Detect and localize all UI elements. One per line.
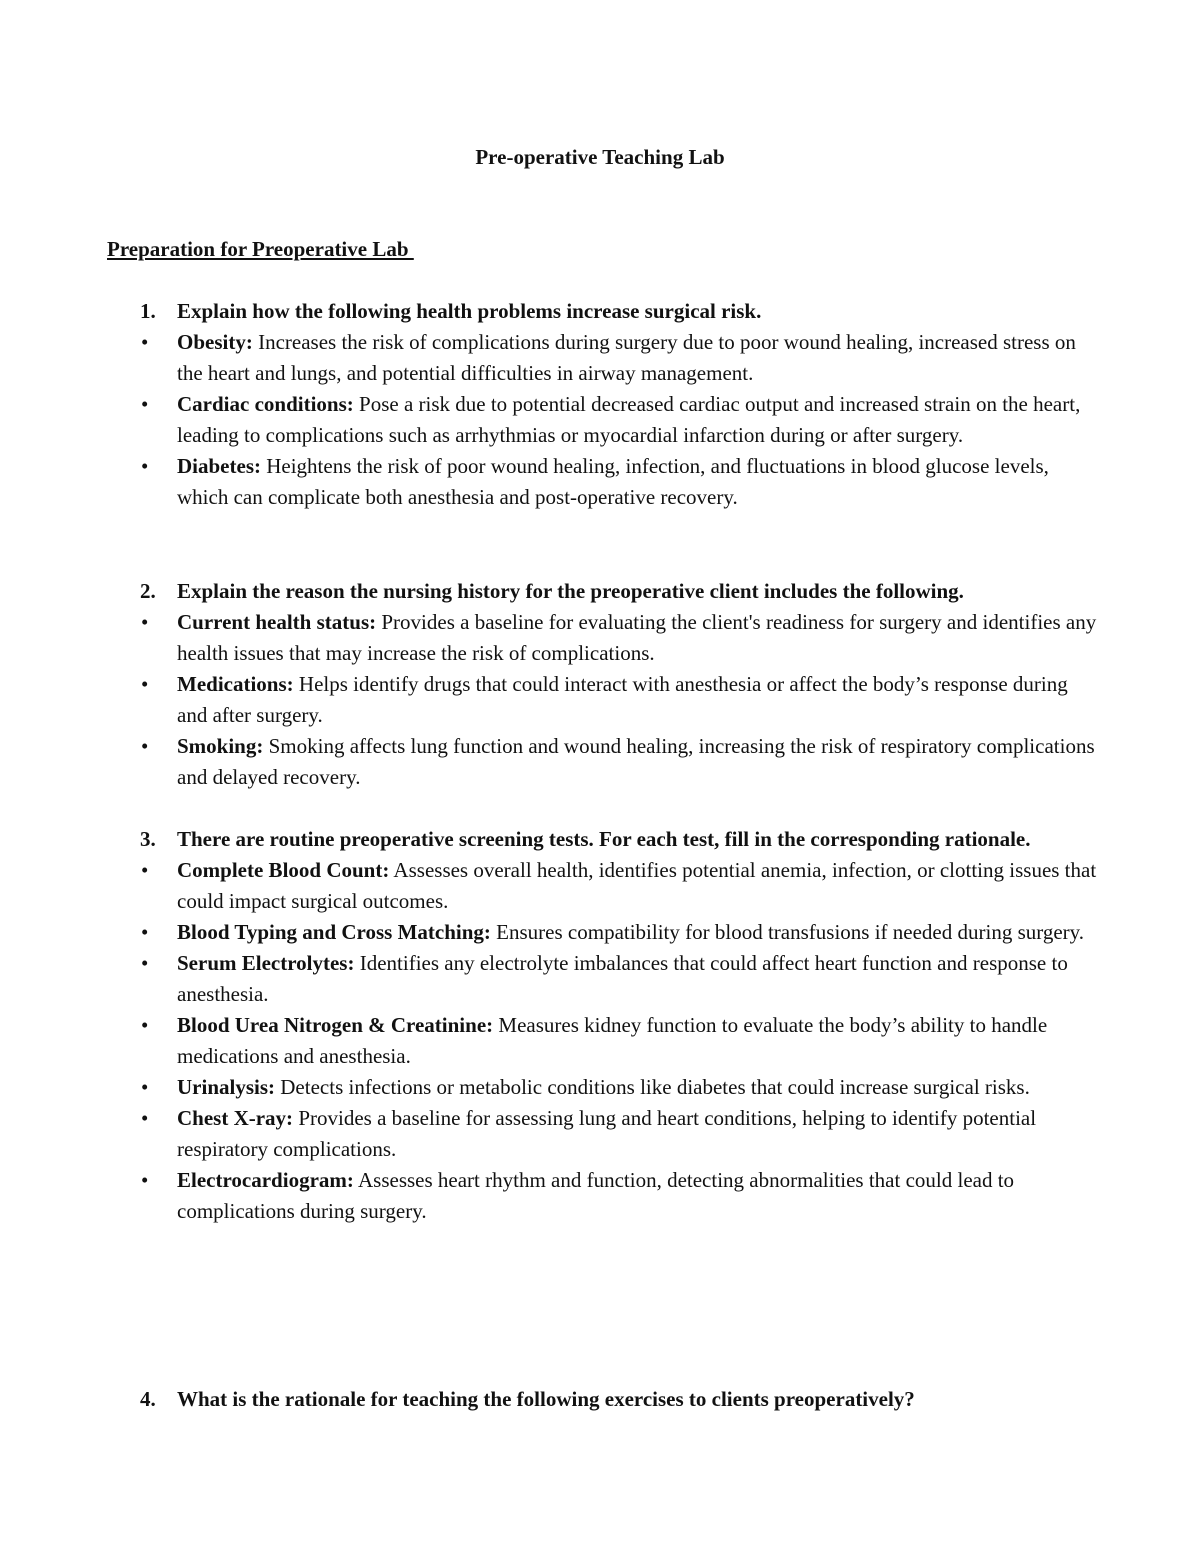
bullet-icon: • [141, 330, 149, 354]
item-text: Provides a baseline for assessing lung and heart conditions, helping to identify potential respiratory complications. [177, 1106, 1037, 1161]
item-text: Pose a risk due to potential decreased cardiac output and increased strain on the heart, leading to complications such as arrhythmias or myocardial infarction during or after surgery. [177, 392, 1081, 447]
answer-list [0, 855, 1100, 1227]
question-text [0, 824, 1057, 855]
item-term: Smoking: [177, 734, 264, 758]
bullet-icon: • [141, 920, 149, 944]
item-text: Ensures compatibility for blood transfusions if needed during surgery. [490, 920, 1085, 944]
list-item [0, 1010, 1097, 1072]
bullet-icon: • [141, 392, 149, 416]
list-item [0, 1165, 1097, 1227]
item-term: Serum Electrolytes: [177, 951, 355, 975]
list-item [0, 389, 1097, 451]
list-item [0, 948, 1097, 1010]
list-item [0, 607, 1097, 669]
question-1 [0, 296, 1100, 513]
item-text: Provides a baseline for evaluating the client's readiness for surgery and identifies any health issues that may increase the risk of complications. [177, 610, 1097, 665]
question-3 [0, 824, 1100, 1227]
item-text: Smoking affects lung function and wound healing, increasing the risk of respiratory complications and delayed recovery. [177, 734, 1095, 789]
item-text: Identifies any electrolyte imbalances that could affect heart function and response to anesthesia. [177, 951, 1068, 1006]
bullet-icon: • [141, 858, 149, 882]
list-item [0, 327, 1097, 389]
item-term: Current health status: [177, 610, 377, 634]
item-term: Urinalysis: [177, 1075, 276, 1099]
bullet-icon: • [141, 951, 149, 975]
item-term: Electrocardiogram: [177, 1168, 354, 1192]
list-item [0, 1103, 1097, 1165]
question-text [0, 296, 1100, 327]
list-item [0, 1072, 1097, 1103]
question-number: 3. [140, 827, 156, 851]
page-title: Pre-operative Teaching Lab [475, 145, 725, 169]
question-prompt: Explain the reason the nursing history for the preoperative client includes the following. [177, 579, 964, 603]
item-term: Medications: [177, 672, 294, 696]
question-number: 1. [140, 299, 156, 323]
item-text: Measures kidney function to evaluate the body’s ability to handle medications and anesthesia. [177, 1013, 1048, 1068]
question-prompt: Explain how the following health problems increase surgical risk. [177, 299, 762, 323]
list-item [0, 451, 1097, 513]
question-number: 2. [140, 579, 156, 603]
question-2 [0, 576, 1100, 793]
item-text: Assesses overall health, identifies potential anemia, infection, or clotting issues that could impact surgical outcomes. [177, 858, 1097, 913]
item-text: Increases the risk of complications during surgery due to poor wound healing, increased stress on the heart and lungs, and potential difficulties in airway management. [177, 330, 1076, 385]
item-term: Cardiac conditions: [177, 392, 354, 416]
question-text [0, 576, 1100, 607]
bullet-icon: • [141, 454, 149, 478]
answer-list [0, 607, 1100, 793]
question-prompt: What is the rationale for teaching the following exercises to clients preoperatively? [177, 1387, 915, 1411]
item-term: Complete Blood Count: [177, 858, 390, 882]
question-4 [0, 1384, 1100, 1415]
question-prompt: There are routine preoperative screening tests. For each test, fill in the corresponding rationale. [177, 827, 1031, 851]
item-term: Blood Typing and Cross Matching: [177, 920, 491, 944]
list-item [0, 669, 1097, 731]
item-text: Helps identify drugs that could interact with anesthesia or affect the body’s response during and after surgery. [177, 672, 1068, 727]
item-term: Obesity: [177, 330, 253, 354]
bullet-icon: • [141, 1013, 149, 1037]
section-heading: Preparation for Preoperative Lab [107, 237, 414, 261]
bullet-icon: • [141, 734, 149, 758]
item-term: Blood Urea Nitrogen & Creatinine: [177, 1013, 494, 1037]
bullet-icon: • [141, 1168, 149, 1192]
question-text [0, 1384, 1100, 1415]
question-number: 4. [140, 1387, 156, 1411]
list-item [0, 855, 1097, 917]
bullet-icon: • [141, 610, 149, 634]
list-item [0, 917, 1097, 948]
item-text: Detects infections or metabolic conditions like diabetes that could increase surgical risks. [275, 1075, 1030, 1099]
bullet-icon: • [141, 1075, 149, 1099]
item-term: Diabetes: [177, 454, 261, 478]
bullet-icon: • [141, 1106, 149, 1130]
item-text: Assesses heart rhythm and function, detecting abnormalities that could lead to complications during surgery. [177, 1168, 1015, 1223]
bullet-icon: • [141, 672, 149, 696]
item-text: Heightens the risk of poor wound healing, infection, and fluctuations in blood glucose levels, which can complicate both anesthesia and post-operative recovery. [177, 454, 1049, 509]
answer-list [0, 327, 1100, 513]
list-item [0, 731, 1097, 793]
item-term: Chest X-ray: [177, 1106, 294, 1130]
